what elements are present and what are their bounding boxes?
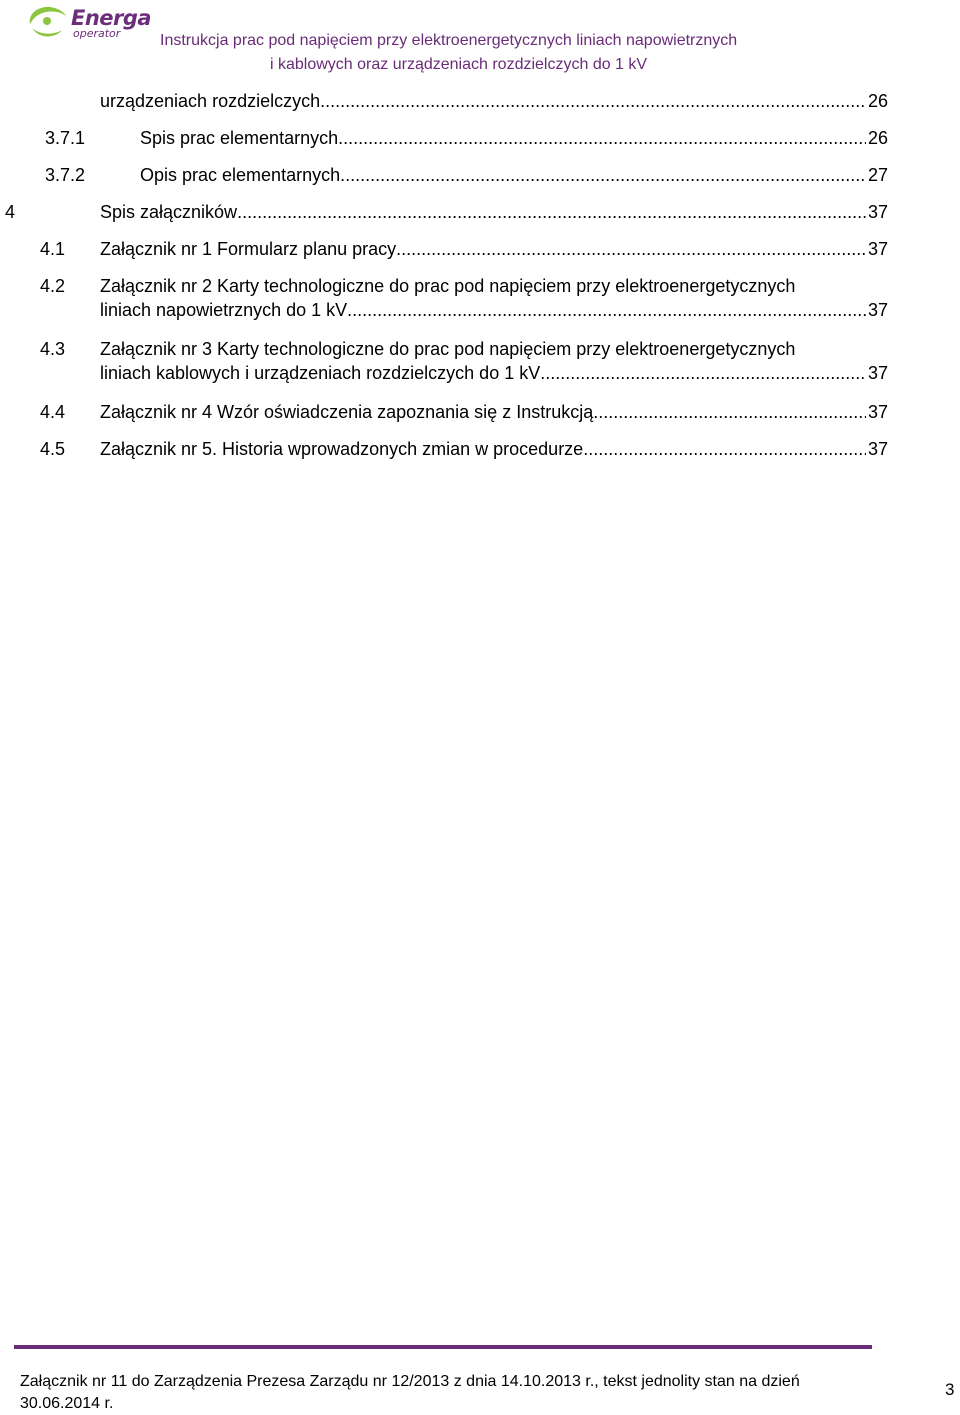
toc-label: liniach napowietrznych do 1 kV: [100, 300, 348, 320]
toc-number: 4.3: [40, 339, 66, 359]
page-number: 3: [945, 1380, 955, 1399]
toc-label: liniach kablowych i urządzeniach rozdzielczych do 1 kV: [100, 363, 541, 383]
toc-label: Załącznik nr 4 Wzór oświadczenia zapoznania się z Instrukcją: [100, 402, 594, 422]
footer-line2: 30.06.2014 r.: [20, 1395, 114, 1412]
toc-page: 26: [867, 128, 888, 148]
toc-page: 26: [867, 91, 888, 111]
toc-label: Spis prac elementarnych: [140, 128, 339, 148]
header-title-line2: i kablowych oraz urządzeniach rozdzielczych do 1 kV: [270, 56, 648, 73]
toc-leader-dots: [320, 91, 866, 112]
toc-leader-dots: [593, 402, 866, 423]
toc-leader-dots: [540, 363, 866, 384]
toc-leader-dots: [347, 300, 866, 321]
toc-number: 4.4: [40, 402, 66, 422]
toc-number: 4.2: [40, 276, 66, 296]
toc-page: 37: [867, 363, 888, 383]
toc-leader-dots: [583, 439, 866, 460]
brand-sub: operator: [73, 27, 121, 40]
toc-page: 37: [867, 239, 888, 259]
toc-leader-dots: [338, 128, 866, 149]
toc-number: 4.5: [40, 439, 66, 459]
toc-leader-dots: [237, 202, 866, 223]
toc-number: 4: [5, 202, 16, 222]
toc-page: 37: [867, 300, 888, 320]
toc-label: Załącznik nr 5. Historia wprowadzonych zmian w procedurze: [100, 439, 584, 459]
header-title-line1: Instrukcja prac pod napięciem przy elektroenergetycznych liniach napowietrznych: [160, 32, 738, 49]
toc-page: 37: [867, 439, 888, 459]
toc-label: Załącznik nr 2 Karty technologiczne do prac pod napięciem przy elektroenergetycznych: [100, 276, 796, 296]
energa-logo: [26, 4, 156, 40]
toc-label: Spis załączników: [100, 202, 238, 222]
toc-label: Opis prac elementarnych: [140, 165, 341, 185]
energa-swoosh-icon: [26, 4, 68, 38]
toc-label: Załącznik nr 1 Formularz planu pracy: [100, 239, 397, 259]
footer-line1: Załącznik nr 11 do Zarządzenia Prezesa Zarządu nr 12/2013 z dnia 14.10.2013 r., tekst jednolity stan na dzień: [20, 1373, 800, 1390]
toc-number: 3.7.1: [45, 128, 86, 148]
toc-page: 37: [867, 202, 888, 222]
footer-divider: [14, 1345, 872, 1349]
brand-name: Energa: [71, 6, 152, 30]
toc-leader-dots: [340, 165, 866, 186]
toc-leader-dots: [396, 239, 866, 260]
toc-label: Załącznik nr 3 Karty technologiczne do prac pod napięciem przy elektroenergetycznych: [100, 339, 796, 359]
toc-number: 4.1: [40, 239, 66, 259]
toc-page: 27: [867, 165, 888, 185]
toc-page: 37: [867, 402, 888, 422]
toc-label: urządzeniach rozdzielczych: [100, 91, 321, 111]
footer-note: [20, 1371, 880, 1415]
toc-number: 3.7.2: [45, 165, 86, 185]
